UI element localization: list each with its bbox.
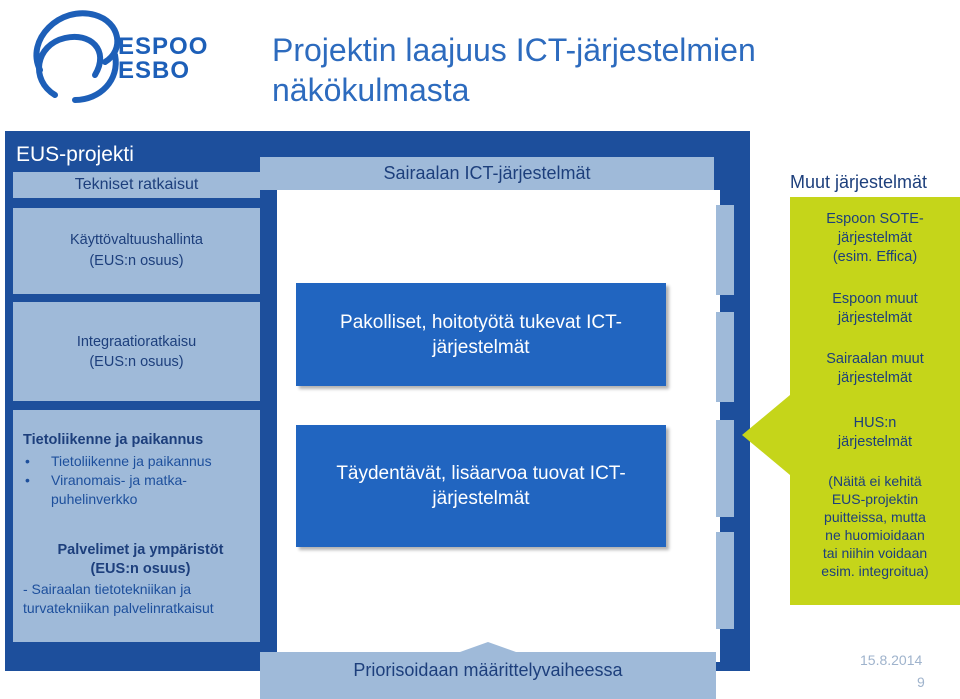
side-strip	[716, 420, 734, 517]
eus-project-title: EUS-projekti	[16, 143, 134, 166]
pakolliset-line1: Pakolliset, hoitotyötä tukevat ICT-	[340, 311, 622, 333]
hus-note-line3: puitteissa, mutta	[824, 509, 926, 525]
taydentavat-line2: järjestelmät	[432, 488, 530, 509]
muut-jarjestelmat-header: Muut järjestelmät	[790, 172, 928, 192]
kayttovaltuushallinta-line1: Käyttövaltuushallinta	[70, 232, 203, 248]
sairaalan-muut-label	[790, 350, 960, 388]
integraatioratkaisu-line2: (EUS:n osuus)	[89, 353, 184, 370]
slide-page-number: 9	[917, 674, 925, 690]
page-title-line2: näkökulmasta	[272, 72, 470, 108]
sairaalan-ict-header	[260, 157, 714, 190]
priorisoidaan-label: Priorisoidaan määrittelyvaiheessa	[353, 660, 623, 680]
bullet-continuation: puhelinverkko	[51, 491, 138, 507]
hus-line2: järjestelmät	[837, 434, 913, 450]
side-strip	[716, 312, 734, 402]
taydentavat-box	[296, 425, 666, 547]
espoo-sote-label	[790, 210, 960, 267]
hus-note-line1: (Näitä ei kehitä	[828, 473, 922, 489]
slide-date: 15.8.2014	[860, 652, 923, 668]
bullet-item: • Viranomais- ja matka-	[25, 472, 187, 488]
side-strip	[716, 205, 734, 295]
logo-text-esbo: ESBO	[118, 57, 191, 84]
sairaalan-muut-line2: järjestelmät	[837, 370, 913, 386]
sairaalan-ict-header-label: Sairaalan ICT-järjestelmät	[383, 163, 591, 183]
kayttovaltuushallinta-box	[13, 208, 260, 294]
hus-note	[790, 472, 960, 580]
side-strip	[716, 532, 734, 629]
sairaalan-palvelin-line1: - Sairaalan tietotekniikan ja	[23, 581, 192, 597]
hus-line1: HUS:n	[853, 415, 897, 431]
integraatioratkaisu-box	[13, 302, 260, 401]
bullet-item: • Tietoliikenne ja paikannus	[25, 453, 212, 469]
bullet-text: Viranomais- ja matka-	[51, 472, 187, 488]
tietoliikenne-box	[13, 410, 260, 642]
hus-note-line4: ne huomioidaan	[825, 527, 925, 543]
taydentavat-line1: Täydentävät, lisäarvoa tuovat ICT-	[336, 463, 626, 484]
pakolliset-line2: järjestelmät	[432, 336, 530, 358]
tekniset-ratkaisut-box	[13, 172, 260, 198]
pakolliset-box	[296, 283, 666, 386]
hus-label	[790, 414, 960, 452]
hus-note-line2: EUS-projektin	[831, 491, 919, 507]
espoon-muut-line1: Espoon muut	[832, 291, 918, 307]
kayttovaltuushallinta-line2: (EUS:n osuus)	[89, 253, 184, 269]
page-title-line1: Projektin laajuus ICT-järjestelmien	[272, 32, 756, 68]
page-title	[272, 30, 832, 110]
espoon-muut-line2: järjestelmät	[837, 310, 913, 326]
integraatioratkaisu-line1: Integraatioratkaisu	[76, 333, 197, 350]
espoon-muut-label	[790, 290, 960, 328]
palvelimet-line2: (EUS:n osuus)	[90, 561, 191, 577]
hus-note-line5: tai niihin voidaan	[822, 545, 928, 561]
tekniset-ratkaisut-label: Tekniset ratkaisut	[74, 176, 199, 193]
bullet-text: Tietoliikenne ja paikannus	[51, 453, 212, 469]
palvelimet-line1: Palvelimet ja ympäristöt	[57, 542, 224, 558]
sairaalan-muut-line1: Sairaalan muut	[826, 351, 924, 367]
espoo-sote-line1: Espoon SOTE-	[826, 211, 924, 227]
hus-note-line6: esim. integroitua)	[821, 563, 929, 579]
espoo-sote-line2: järjestelmät	[837, 230, 913, 246]
sairaalan-palvelin-line2: turvatekniikan palvelinratkaisut	[23, 600, 214, 616]
logo-text-espoo: ESPOO	[118, 33, 209, 60]
espoo-sote-line3: (esim. Effica)	[832, 249, 918, 265]
tietoliikenne-heading: Tietoliikenne ja paikannus	[23, 432, 204, 448]
